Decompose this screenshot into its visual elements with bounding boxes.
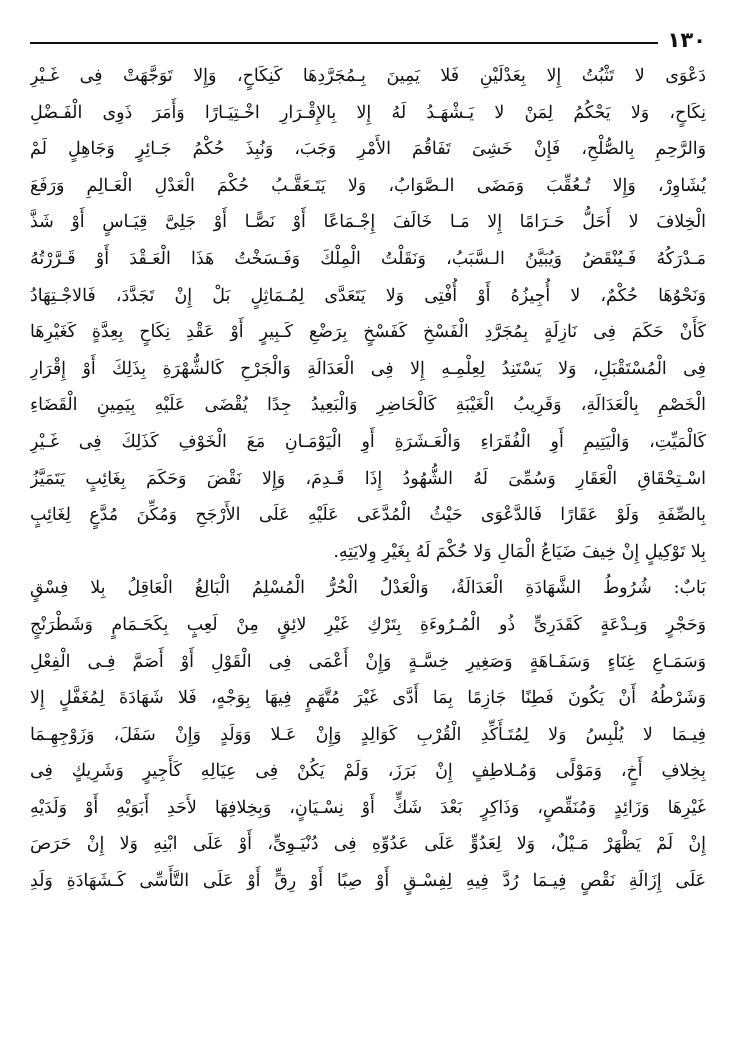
text-line: وَحَجْرٍ وَبِـدْعَةٍ كَقَدَرِىٍّ ذُو الْمُـرُوءَةِ بِتَرْكِ غَيْرِ لائِقٍ مِنْ لَعِبٍ بِكَحَـمَامٍ وَشَطْرَنْجٍ (30, 614, 706, 635)
text-line: غَيْرِهَا وَزَائِدٍ وَمُنَقِّصٍ، وَذَاكِرٍ بَعْدَ شَكٍّ أَوْ نِسْـيَانٍ، وَبِخِلافِهَا لأَحَدِ أَبَوَيْهِ أَوْ وَلَدَيْهِ (30, 797, 706, 818)
text-line: الْخِلافَ لا أَحَلُّ حَـرَامًا إِلا مَـا خَالَفَ إِجْـمَاعًا أَوْ نَصًّـا أَوْ جَلِىَّ قِيَـاسٍ أَوْ شَذَّ (30, 212, 706, 233)
text-line: بِخِلافِ أَخٍ، وَمَوْلًى وَمُـلاطِفٍ إِنْ بَرَزَ، وَلَمْ يَكُنْ فِى عِيَالِهِ كَأَجِيرٍ وَشَرِيكٍ فِى (30, 761, 706, 782)
text-line: وَشَرْطُهُ أَنْ يَكُونَ فَطِنًا جَازِمًا بِمَا أَدَّى غَيْرَ مُتَّهَمٍ فِيهَا بِوَجْهٍ، فَلا شَهَادَةَ لِمُغَفَّلٍ إِلا (30, 688, 706, 709)
text-line: فِيـمَا لا يُلْبِسُ وَلا لِمُتَـأَكِّدِ الْقُرْبِ كَوَالِدٍ وَإِنْ عَـلا وَوَلَدٍ وَإِنْ سَفَلَ، وَزَوْجِهِـمَا (30, 724, 706, 745)
text-line: وَالرَّحِمِ بِالصُّلْحِ، فَإِنْ خَشِىَ تَفَاقُمَ الأَمْرِ وَجَبَ، وَنُبِذَ حُكْمُ جَـائِرٍ وَجَاهِلٍ لَمْ (30, 139, 706, 160)
text-line: وَسَمَـاعِ غِنَاءٍ وَسَفَـاهَةٍ وَصَغِيرِ خِسَّـةٍ وَإِنْ أَعْمَى فِى الْقَوْلِ أَوْ أَصَمَّ فِـى الْفِعْلِ (30, 651, 706, 672)
text-line: كَأَنْ حَكَمَ فِى نَازِلَةٍ بِمُجَرَّدِ الْفَسْخِ كَفَسْخٍ بِرَضْعِ كَـبِيرٍ أَوْ عَقْدِ نِكَاحٍ بِعِدَّةٍ كَغَيْرِهَا (30, 322, 706, 343)
paragraph-end-line: بِلا تَوْكِيلٍ إِنْ خِيفَ ضَيَاعُ الْمَالِ وَلا حُكْمَ لَهُ بِغَيْرِ وِلايَتِهِ. (333, 541, 706, 562)
text-line: فِى الْمُسْتَقْبَلِ، وَلا يَسْتَنِدُ لِعِلْمِـهِ إِلا فِى الْعَدَالَةِ وَالْجَرْحِ كَالشُّهْرَةِ بِذَلِكَ أَوْ إِقْرَارِ (30, 358, 706, 379)
text-line: وَنَحْوُهَا حُكْمٌ، لا أُجِيزُهُ أَوْ أُفْتِى وَلا يَتَعَدَّى لِمُـمَاثِلٍ بَلْ إِنْ تَجَدَّدَ، فَالاجْـتِهَادُ (30, 285, 706, 306)
text-line: عَلَى إِزَالَةِ نَقْصٍ فِيـمَا رُدَّ فِيهِ لِفِسْـقٍ أَوْ صِبًا أَوْ رِقٍّ أَوْ عَلَى التَّأَسِّى كَـشَهَادَةِ وَلَدِ (30, 871, 706, 892)
text-line: بِالصِّفَةِ وَلَوْ عَقَارًا فَالدَّعْوَى حَيْثُ الْمُدَّعَى عَلَيْهِ عَلَى الأَرْجَحِ وَمُكِّنَ مُدَّعٍ لِغَائِبٍ (30, 505, 706, 526)
chapter-opening-line: بَابٌ: شُرُوطُ الشَّهَادَةِ الْعَدَالَةُ، وَالْعَدْلُ الْحُرُّ الْمُسْلِمُ الْبَالِغُ الْعَاقِلُ بِلا فِسْقٍ (30, 578, 706, 599)
text-line: يُشَاوِرْ، وَإِلا تُـعُقِّبَ وَمَضَى الـصَّوَابُ، وَلا يَتَـعَقَّـبُ حُكْمَ الْعَدْلِ الْعَـالِمِ وَرَفَعَ (30, 175, 706, 196)
text-line: كَالْمَيِّتِ، وَالْيَتِيمِ أَوِ الْفُقَرَاءِ وَالْعَـشَرَةِ أَوِ الْيَوْمَـانِ مَعَ الْخَوْفِ كَذَلِكَ فِى غَـيْرِ (30, 431, 706, 452)
page-header (30, 26, 706, 54)
text-line: دَعْوَى لا تَثْبُتُ إِلا بِعَدْلَيْنِ فَلا يَمِينَ بِـمُجَرَّدِهَا كَنِكَاحٍ، وَإِلا تَوَجَّهَتْ فِى غَـيْرِ (30, 66, 706, 86)
text-line: الْخَصْمِ بِالْعَدَالَةِ، وَقَرِيبُ الْغَيْبَةِ كَالْحَاضِرِ وَالْبَعِيدُ جِدًا يُقْضَى عَلَيْهِ بِيَمِينِ الْقَضَاءِ (30, 395, 706, 416)
book-page (30, 26, 706, 1036)
text-line: مَـدْرَكُهُ فَـيُنْقَضُ وَيُبَيَّنُ الـسَّبَبُ، وَنَقَلْتُ الْمِلْكَ وَفَـسَخْتُ هَذَا الْعَـقْدَ أَوْ قَـرَّرْتُهُ (30, 248, 706, 269)
body-text (30, 58, 706, 900)
page-number: ١٣٠ (667, 28, 706, 52)
text-line: اسْـتِحْقَاقِ الْعَقَارِ وَسُمِّىَ لَهُ الشُّهُودُ إِذَا قَـدِمَ، وَإِلا نَقْضَ وَحَكَمَ بِغَائِبٍ يَتَمَيَّزُ (30, 468, 706, 489)
text-line: نِكَاحٍ، وَلا يَحْكُمُ لِمَنْ لا يَـشْهَـدُ لَهُ إِلا بِالإِقْـرَارِ اخْـتِيَـارًا وَأَمَرَ ذَوِى الْفَـضْلِ (30, 102, 706, 123)
header-rule (30, 42, 658, 44)
text-line: إِنْ لَمْ يَظْهَرْ مَـيْلٌ، وَلا لِعَدُوٍّ عَلَى عَدُوِّهِ فِى دُنْيَـوِىٍّ، أَوْ عَلَى ابْنِهِ وَلا إِنْ حَرَصَ (30, 834, 706, 855)
